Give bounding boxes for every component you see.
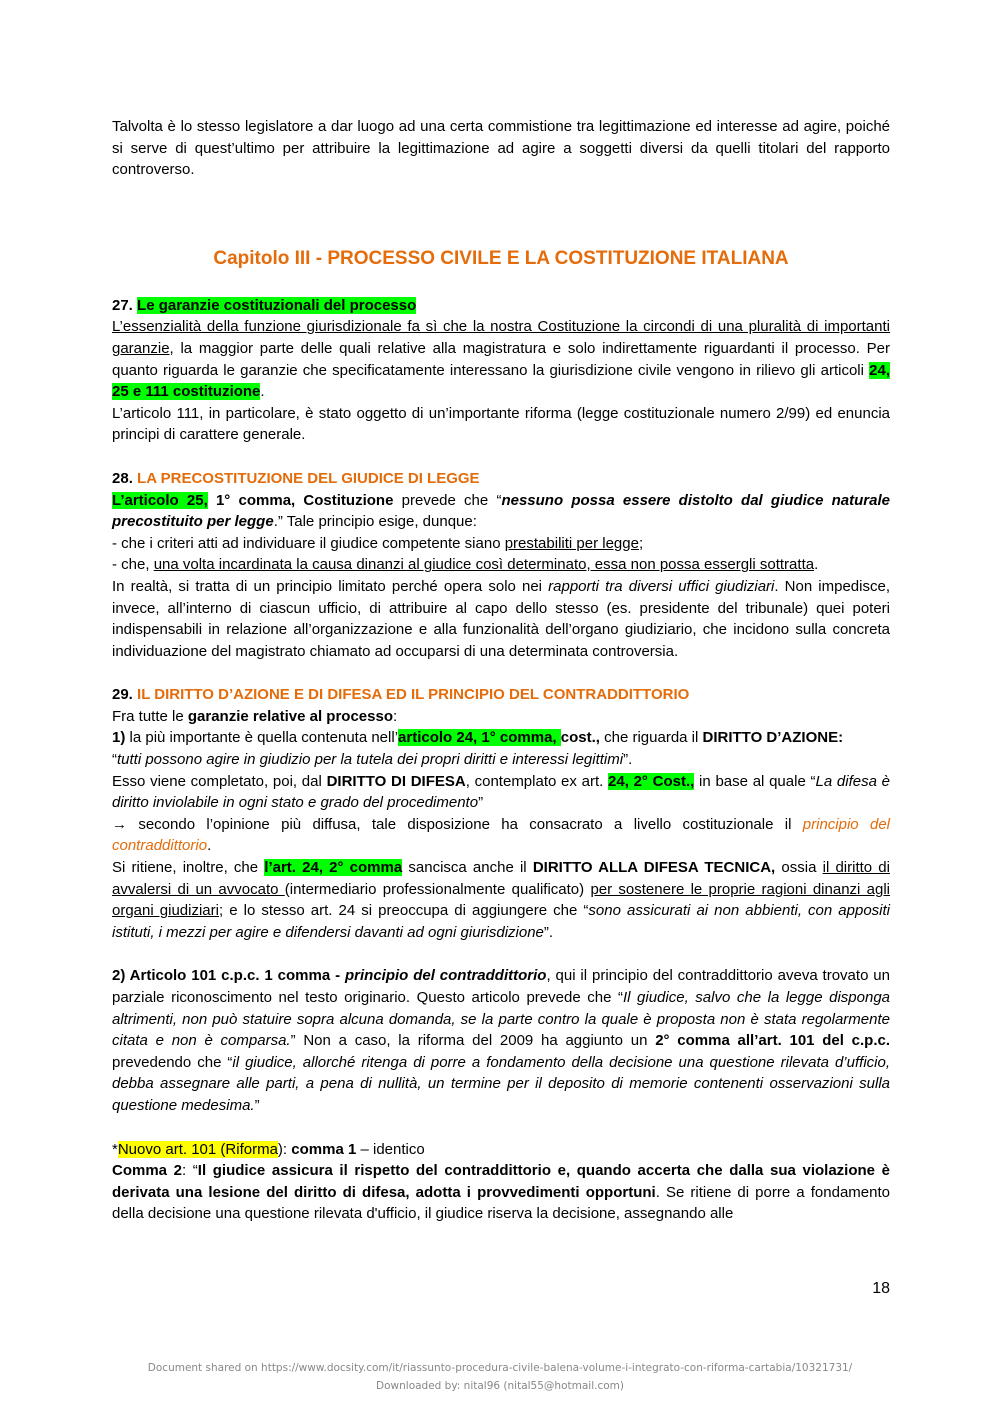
body-text: . Se ritiene di porre a fondamento della decisione una questione rilevata d'ufficio, il giudice riserva la decisione, assegnando alle [112,1183,890,1223]
section-28-paragraph-1 [112,490,890,533]
underlined-text: per sostenere le proprie ragioni dinanzi agli organi giudiziari [112,880,891,920]
highlighted-text: articolo 24, 1° comma, [398,729,561,747]
arrow-icon: → [112,815,127,833]
body-text: – identico [356,1140,425,1158]
body-text: in base al quale “ [694,772,816,790]
bold-italic-text: principio del contraddittorio [344,967,547,985]
orange-italic-text: principio del contraddittorio [112,815,890,855]
point-number: 1) [112,729,126,747]
body-text: : [392,707,398,725]
section-29-paragraph-arrow [112,814,890,857]
section-29-point-1 [112,727,890,770]
section-28-paragraph-2 [112,576,890,662]
section-29-number: 29. [112,686,133,704]
intro-paragraph: Talvolta è lo stesso legislatore a dar luogo ad una certa commistione tra legittimazione ed interesse ad agire, poiché si serve di quest’ultimo per attribuire la legittimazione ad agire a soggetti diversi da quelli titolari del rapporto controverso. [112,118,890,179]
body-text: ”. [623,751,633,769]
body-text: prevede che “ [393,491,502,509]
section-28-heading [112,468,890,490]
body-text: - che, [112,556,154,574]
section-28-title: LA PRECOSTITUZIONE DEL GIUDICE DI LEGGE [137,469,480,487]
italic-text: rapporti tra diversi uffici giudiziari [548,577,775,595]
bold-text: 2) Articolo 101 c.p.c. 1 comma - [112,967,345,985]
body-text: ; e lo stesso art. 24 si preoccupa di aggiungere che “ [218,902,589,920]
spacer [112,446,890,468]
yellow-highlighted-text: Nuovo art. 101 (Riforma [117,1140,278,1158]
highlighted-text: 24, 2° Cost., [608,772,695,790]
section-27-paragraph-2: L’articolo 111, in particolare, è stato oggetto di un’importante riforma (legge costituzionale numero 2/99) ed enuncia principi di carattere generale. [112,404,890,444]
body-text: sancisca anche il [402,859,533,877]
bold-text: 1° comma, Costituzione [207,491,394,509]
body-text: , contemplato ex art. [465,772,609,790]
body-text: . [814,556,819,574]
footer-downloaded-by: Downloaded by: nital96 (nital55@hotmail.com) [376,1380,624,1392]
section-29-paragraph-technical [112,857,890,943]
body-text: Si ritiene, inoltre, che [112,859,265,877]
section-29-heading [112,684,890,706]
body-text: la più importante è quella contenuta nell’ [125,729,399,747]
body-text: ” [478,794,484,812]
quoted-principle: nessuno possa essere distolto dal giudice naturale precostituito per legge [112,491,890,531]
body-text: : “ [182,1162,198,1180]
body-text: , qui il principio del contraddittorio aveva trovato un parziale riconoscimento nel testo originario. Questo articolo prevede che “ [112,967,890,1006]
italic-text: il giudice, allorché ritenga di porre a fondamento della decisione una questione rilevata d’ufficio, debba assegnare alle parti, a pena di nullità, un termine per il deposito di memorie contenenti osservazioni sulla questione medesima. [112,1053,890,1114]
spacer [112,1117,890,1139]
section-29-intro [112,706,890,728]
spacer [112,662,890,684]
body-text: che riguarda il [599,729,703,747]
body-text: ”. [543,923,554,941]
body-text: ” [254,1096,260,1114]
italic-text: tutti possono agire in giudizio per la tutela dei propri diritti e interessi legittimi [117,751,624,769]
page-number: 18 [872,1280,890,1297]
section-28-dot: . [128,469,138,487]
bold-text: DIRITTO DI DIFESA [326,772,466,790]
italic-text: Il giudice, salvo che la legge disponga altrimenti, non può statuire sopra alcuna domanda, se la parte contro la quale è proposta non è stata regolarmente citata e non è comparsa. [112,989,891,1050]
body-text: ; [638,534,644,552]
section-27-heading [112,295,890,317]
italic-text: La difesa è diritto inviolabile in ogni stato e grado del procedimento [112,772,891,812]
italic-text: sono assicurati ai non abbienti, con appositi istituti, i mezzi per agire e difendersi davanti ad ogni giurisdizione [112,902,891,941]
section-29-paragraph-defense [112,771,890,814]
underlined-text: una volta incardinata la causa dinanzi al giudice così determinato, essa non possa essergli sottratta [153,556,815,574]
riforma-comma-2 [112,1160,890,1225]
body-text: (intermediario professionalmente qualificato) [284,880,591,898]
underlined-text: L’essenzialità della funzione giurisdizionale fa sì che la nostra Costituzione la circondi di una pluralità di importanti garanzie [112,318,890,357]
underlined-text: prestabiliti per legge [504,534,639,552]
bold-text: 2° comma all’art. 101 del c.p.c. [655,1032,891,1050]
section-27-title: Le garanzie costituzionali del processo [137,296,417,314]
body-text: “ [112,751,117,769]
highlighted-text: 24, 25 e 111 costituzione [112,361,890,401]
asterisk: * [112,1140,118,1158]
highlighted-text: L’articolo 25, [112,491,208,509]
bold-text: Il giudice assicura il rispetto del contraddittorio e, quando accerta che dalla sua violazione è derivata una lesione del diritto di difesa, adotta i provvedimenti opportuni [112,1162,890,1201]
body-text: ossia [775,859,823,877]
underlined-text: il diritto di avvalersi di un avvocato [112,859,890,898]
bold-text: comma 1 [291,1140,357,1158]
bold-text: Comma 2 [112,1162,182,1180]
body-text: secondo l’opinione più diffusa, tale disposizione ha consacrato a livello costituzionale il [127,815,803,833]
body-text: . Non impedisce, invece, all’interno di ciascun ufficio, di attribuire al capo dello stesso (es. presidente del tribunale) quei poteri indispensabili in relazione all’organizzazione e alla funzionalità dell’organo giudiziario, che incidono sulla concreta individuazione del magistrato chiamato ad occuparsi di una determinata controversia. [112,577,890,660]
body-text: In realtà, si tratta di un principio limitato perché opera solo nei [112,577,549,595]
document-page [112,116,890,1225]
section-28-number: 28 [112,469,129,487]
riforma-heading [112,1139,890,1161]
spacer [112,181,890,245]
section-29-title: IL DIRITTO D’AZIONE E DI DIFESA ED IL PRINCIPIO DEL CONTRADDITTORIO [132,686,690,704]
body-text: Esso viene completato, poi, dal [112,772,327,790]
body-text: . [260,383,265,401]
body-text: ” Non a caso, la riforma del 2009 ha aggiunto un [290,1032,656,1050]
body-text: Fra tutte le [112,707,188,725]
spacer [112,943,890,965]
body-text: .” Tale principio esige, dunque: [273,513,477,531]
bold-text: DIRITTO D’AZIONE: [702,729,844,747]
bold-text: garanzie relative al processo [187,707,393,725]
bold-text: DIRITTO ALLA DIFESA TECNICA, [532,859,776,877]
body-text: , la maggior parte delle quali relative alla magistratura e solo indirettamente riguardanti il processo. Per quanto riguarda le garanzie che specificatamente interessano la giurisdizione civile vengono in rilievo gli articoli [112,339,890,379]
body-text: prevedendo che “ [112,1053,233,1071]
section-27-paragraph-1 [112,316,890,402]
body-text: ): [277,1140,292,1158]
section-28-list-item-2 [112,554,890,576]
highlighted-text: l’art. 24, 2° comma [264,859,403,877]
section-28-list-item-1 [112,533,890,555]
section-29-point-2 [112,965,890,1116]
body-text: - che i criteri atti ad individuare il giudice competente siano [112,534,505,552]
body-text: . [207,837,212,855]
footer-shared-link[interactable]: Document shared on https://www.docsity.com/it/riassunto-procedura-civile-balena-volume-i-integrato-con-riforma-cartabia/10321731/ [147,1362,853,1374]
chapter-title: Capitolo III - PROCESSO CIVILE E LA COSTITUZIONE ITALIANA [213,247,789,269]
bold-text: cost., [560,729,600,747]
section-27-number: 27. [112,296,133,314]
